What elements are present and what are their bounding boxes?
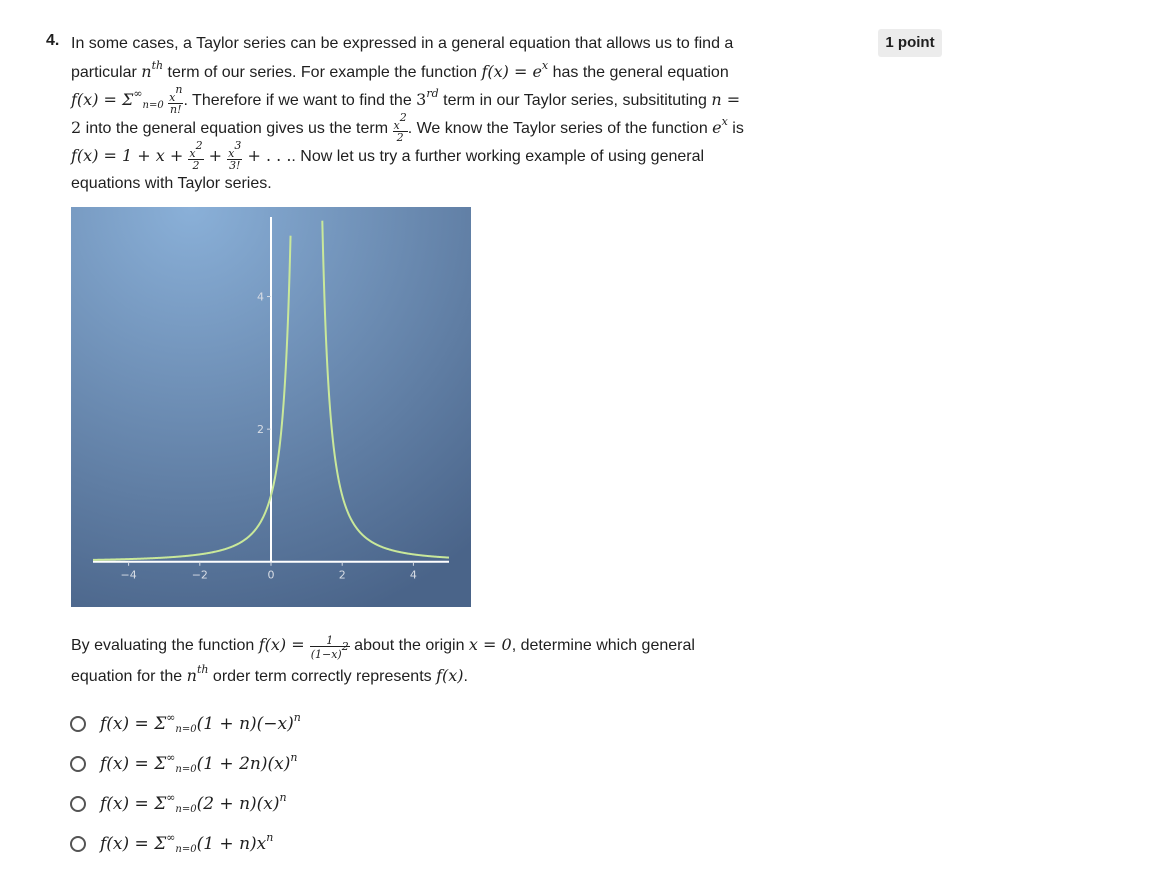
- option-label[interactable]: $f(x) = \Sigma^\infty_{n=0}(1 + 2n)(x)^n$: [100, 751, 298, 775]
- math-exponent-n: n: [175, 83, 183, 96]
- prompt-line-1: [71, 630, 831, 661]
- math-n-equals: n =: [711, 90, 741, 109]
- intro-text: has the general equation: [548, 64, 729, 81]
- option-label[interactable]: $f(x) = \Sigma^\infty_{n=0}(1 + n)x^n$: [100, 831, 274, 855]
- math-rd: rd: [426, 87, 439, 100]
- math-exponent-2: 2: [341, 640, 349, 653]
- math-fraction-xn-over-nfact: [168, 83, 183, 116]
- math-denominator: 2: [396, 131, 404, 144]
- question-intro: [71, 30, 831, 198]
- math-exponent-x: x: [721, 115, 728, 128]
- math-n: n: [141, 62, 152, 81]
- prompt-text: equation for the: [71, 668, 187, 685]
- math-fraction-x2-over-2: [393, 111, 408, 144]
- intro-text: term in our Taylor series, subsitituting: [438, 92, 712, 109]
- function-plot: [71, 207, 471, 607]
- x-tick-label: 4: [409, 568, 417, 582]
- intro-text: . Now let us try a further working example of using general: [291, 148, 705, 165]
- intro-line-5: [71, 139, 831, 172]
- math-x-equals-0: x = 0: [468, 635, 512, 654]
- prompt-line-2: [71, 661, 831, 692]
- intro-line-6: [71, 170, 831, 198]
- answer-option-4[interactable]: [70, 824, 301, 864]
- math-numerator: x: [228, 147, 235, 160]
- intro-text: term of our series. For example the function: [163, 64, 482, 81]
- intro-line-1: [71, 30, 831, 58]
- prompt-text: order term correctly represents: [208, 668, 437, 685]
- y-tick-label: 2: [257, 423, 264, 437]
- answer-option-3[interactable]: [70, 784, 301, 824]
- math-exponent-3: 3: [234, 139, 242, 152]
- intro-text: . Therefore if we want to find the: [183, 92, 417, 109]
- answer-option-1[interactable]: [70, 704, 301, 744]
- option-label[interactable]: $f(x) = \Sigma^\infty_{n=0}(2 + n)(x)^n$: [100, 791, 287, 815]
- math-three: 3: [416, 90, 427, 109]
- math-denominator: n!: [170, 103, 182, 116]
- math-f-equals-e: f(x) = e: [481, 62, 542, 81]
- math-denominator: (1−x): [310, 648, 342, 661]
- math-denominator: 2: [192, 159, 200, 172]
- intro-text: into the general equation gives us the term: [81, 120, 393, 137]
- prompt-text: about the origin: [349, 637, 469, 654]
- math-f-of-x: f(x): [436, 666, 464, 685]
- intro-line-4: [71, 111, 831, 144]
- question-number: 4.: [46, 32, 60, 49]
- math-two: 2: [71, 118, 82, 137]
- x-tick-label: 0: [267, 568, 275, 582]
- math-plus: +: [203, 146, 228, 165]
- question-prompt: [71, 630, 831, 692]
- radio-button[interactable]: [70, 716, 86, 732]
- answer-options: [70, 704, 301, 864]
- math-fraction-x2-over-2: [188, 139, 203, 172]
- math-numerator: 1: [326, 634, 334, 647]
- intro-line-3: [71, 83, 831, 116]
- math-period: .: [463, 668, 468, 685]
- prompt-text: , determine which general: [511, 637, 695, 654]
- intro-text: In some cases, a Taylor series can be expressed in a general equation that allows us to find a: [71, 35, 734, 52]
- y-tick-label: 4: [257, 290, 264, 304]
- math-sum-prefix: f(x) = Σ: [71, 90, 134, 109]
- math-dots: + . . .: [242, 146, 292, 165]
- math-exponent-2: 2: [399, 111, 407, 124]
- math-th: th: [196, 663, 209, 676]
- radio-button[interactable]: [70, 836, 86, 852]
- x-tick-label: −4: [120, 568, 137, 582]
- math-f-def: f(x) =: [258, 635, 310, 654]
- x-tick-label: −2: [191, 568, 208, 582]
- math-exponent-2: 2: [195, 139, 203, 152]
- math-numerator: x: [169, 91, 176, 104]
- math-n: n: [186, 666, 197, 685]
- option-label[interactable]: $f(x) = \Sigma^\infty_{n=0}(1 + n)(-x)^n$: [100, 711, 301, 735]
- intro-text: equations with Taylor series.: [71, 175, 272, 192]
- x-tick-label: 2: [338, 568, 346, 582]
- math-th: th: [151, 59, 164, 72]
- radio-button[interactable]: [70, 756, 86, 772]
- math-sum-lower: n=0: [142, 100, 164, 111]
- answer-option-2[interactable]: [70, 744, 301, 784]
- intro-line-2: [71, 58, 831, 86]
- math-exponent-x: x: [541, 59, 549, 72]
- prompt-text: By evaluating the function: [71, 637, 259, 654]
- points-badge: 1 point: [878, 29, 942, 57]
- intro-text: . We know the Taylor series of the function: [407, 120, 713, 137]
- math-numerator: x: [393, 119, 400, 132]
- math-numerator: x: [189, 147, 196, 160]
- intro-text: is: [727, 120, 744, 137]
- math-sum-upper: ∞: [133, 87, 143, 100]
- math-series-start: f(x) = 1 + x +: [71, 146, 189, 165]
- radio-button[interactable]: [70, 796, 86, 812]
- math-fraction-x3-over-3fact: [227, 139, 242, 172]
- intro-text: particular: [71, 64, 142, 81]
- math-denominator: 3!: [229, 159, 241, 172]
- math-e: e: [712, 118, 722, 137]
- math-fraction-1-over-1mx2: [310, 635, 350, 660]
